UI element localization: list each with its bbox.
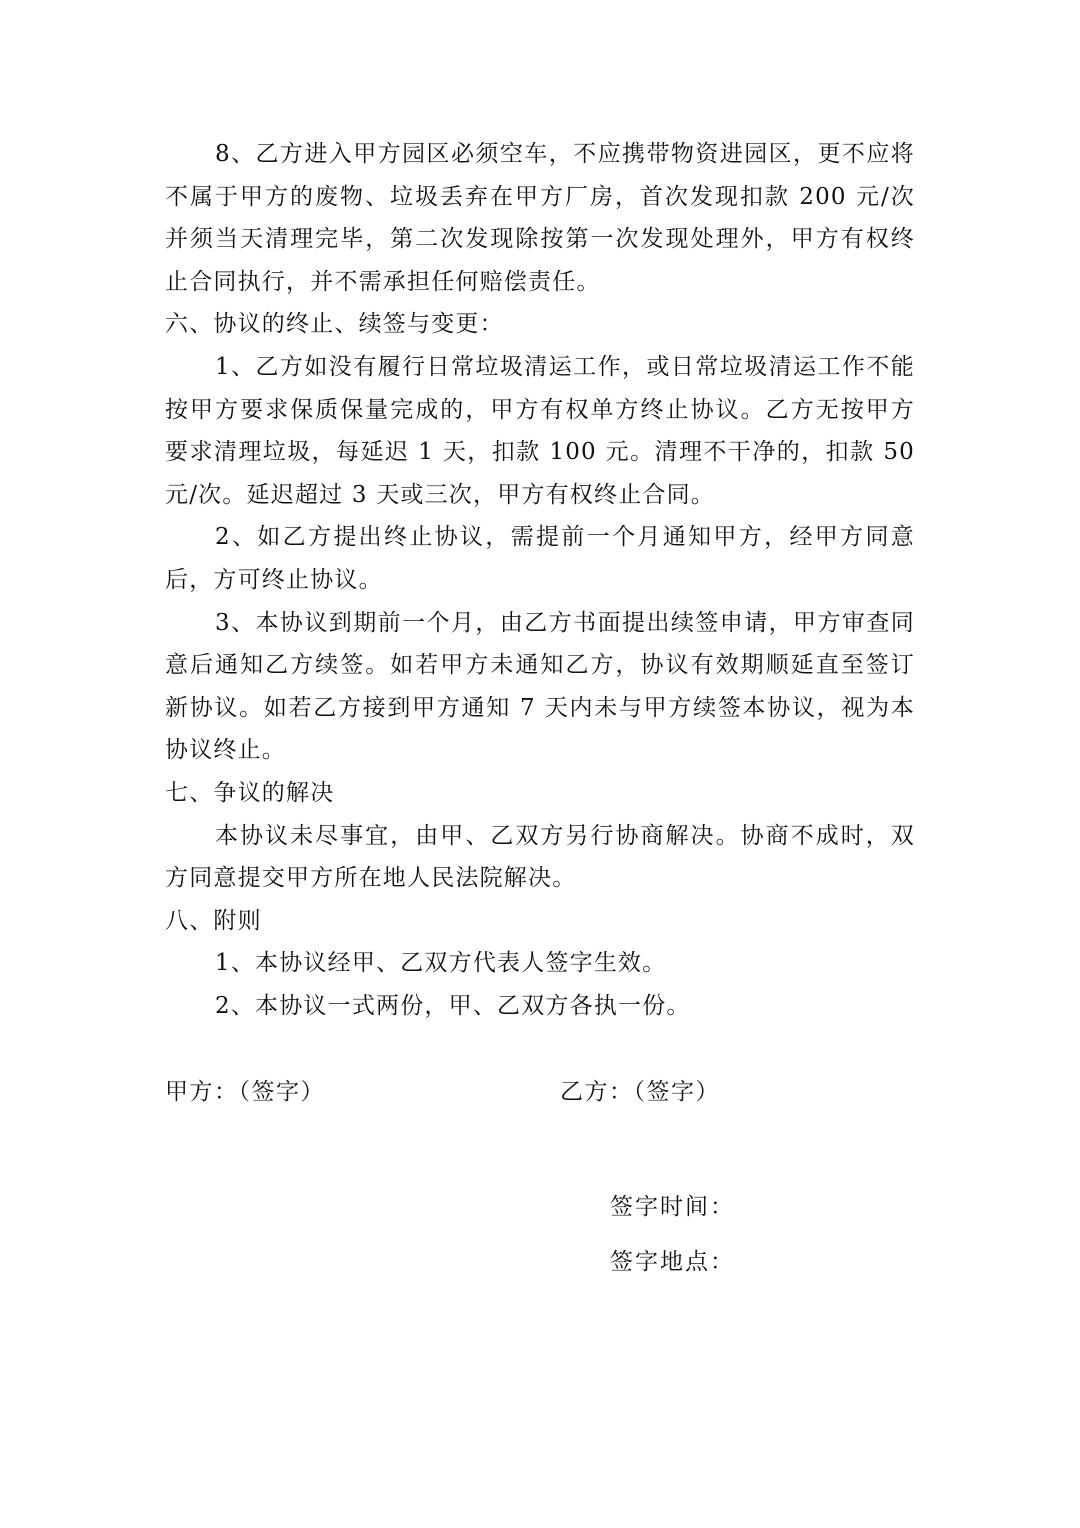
party-b-signature-label: 乙方：（签字）	[560, 1079, 720, 1105]
signing-place-label: 签字地点：	[610, 1249, 735, 1275]
section-6-item-1: 1、乙方如没有履行日常垃圾清运工作，或日常垃圾清运工作不能按甲方要求保质保量完成的，甲方有权单方终止协议。乙方无按甲方要求清理垃圾，每延迟 1 天，扣款 100 元。清理不干净的，扣款 50 元/次。延迟超过 3 天或三次，甲方有权终止合同。	[165, 353, 915, 508]
document-body	[165, 133, 915, 1027]
party-a-signature-label: 甲方：（签字）	[165, 1079, 325, 1105]
section-7-heading: 七、争议的解决	[165, 779, 335, 806]
clause-8: 8、乙方进入甲方园区必须空车，不应携带物资进园区，更不应将不属于甲方的废物、垃圾丢弃在甲方厂房，首次发现扣款 200 元/次并须当天清理完毕，第二次发现除按第一次发现处理外，甲方有权终止合同执行，并不需承担任何赔偿责任。	[165, 141, 915, 295]
section-8-heading: 八、附则	[165, 907, 262, 934]
signing-time-label: 签字时间：	[610, 1194, 735, 1220]
section-6-heading: 六、协议的终止、续签与变更：	[165, 311, 504, 338]
section-8-item-2: 2、本协议一式两份，甲、乙双方各执一份。	[215, 992, 691, 1019]
section-8-item-1: 1、本协议经甲、乙双方代表人签字生效。	[215, 950, 667, 977]
section-6-item-3: 3、本协议到期前一个月，由乙方书面提出续签申请，甲方审查同意后通知乙方续签。如若甲方未通知乙方，协议有效期顺延直至签订新协议。如若乙方接到甲方通知 7 天内未与甲方续签本协议，视为本协议终止。	[165, 609, 915, 764]
section-7-body: 本协议未尽事宜，由甲、乙双方另行协商解决。协商不成时，双方同意提交甲方所在地人民法院解决。	[165, 822, 915, 892]
section-6-item-2: 2、如乙方提出终止协议，需提前一个月通知甲方，经甲方同意后，方可终止协议。	[165, 524, 915, 593]
